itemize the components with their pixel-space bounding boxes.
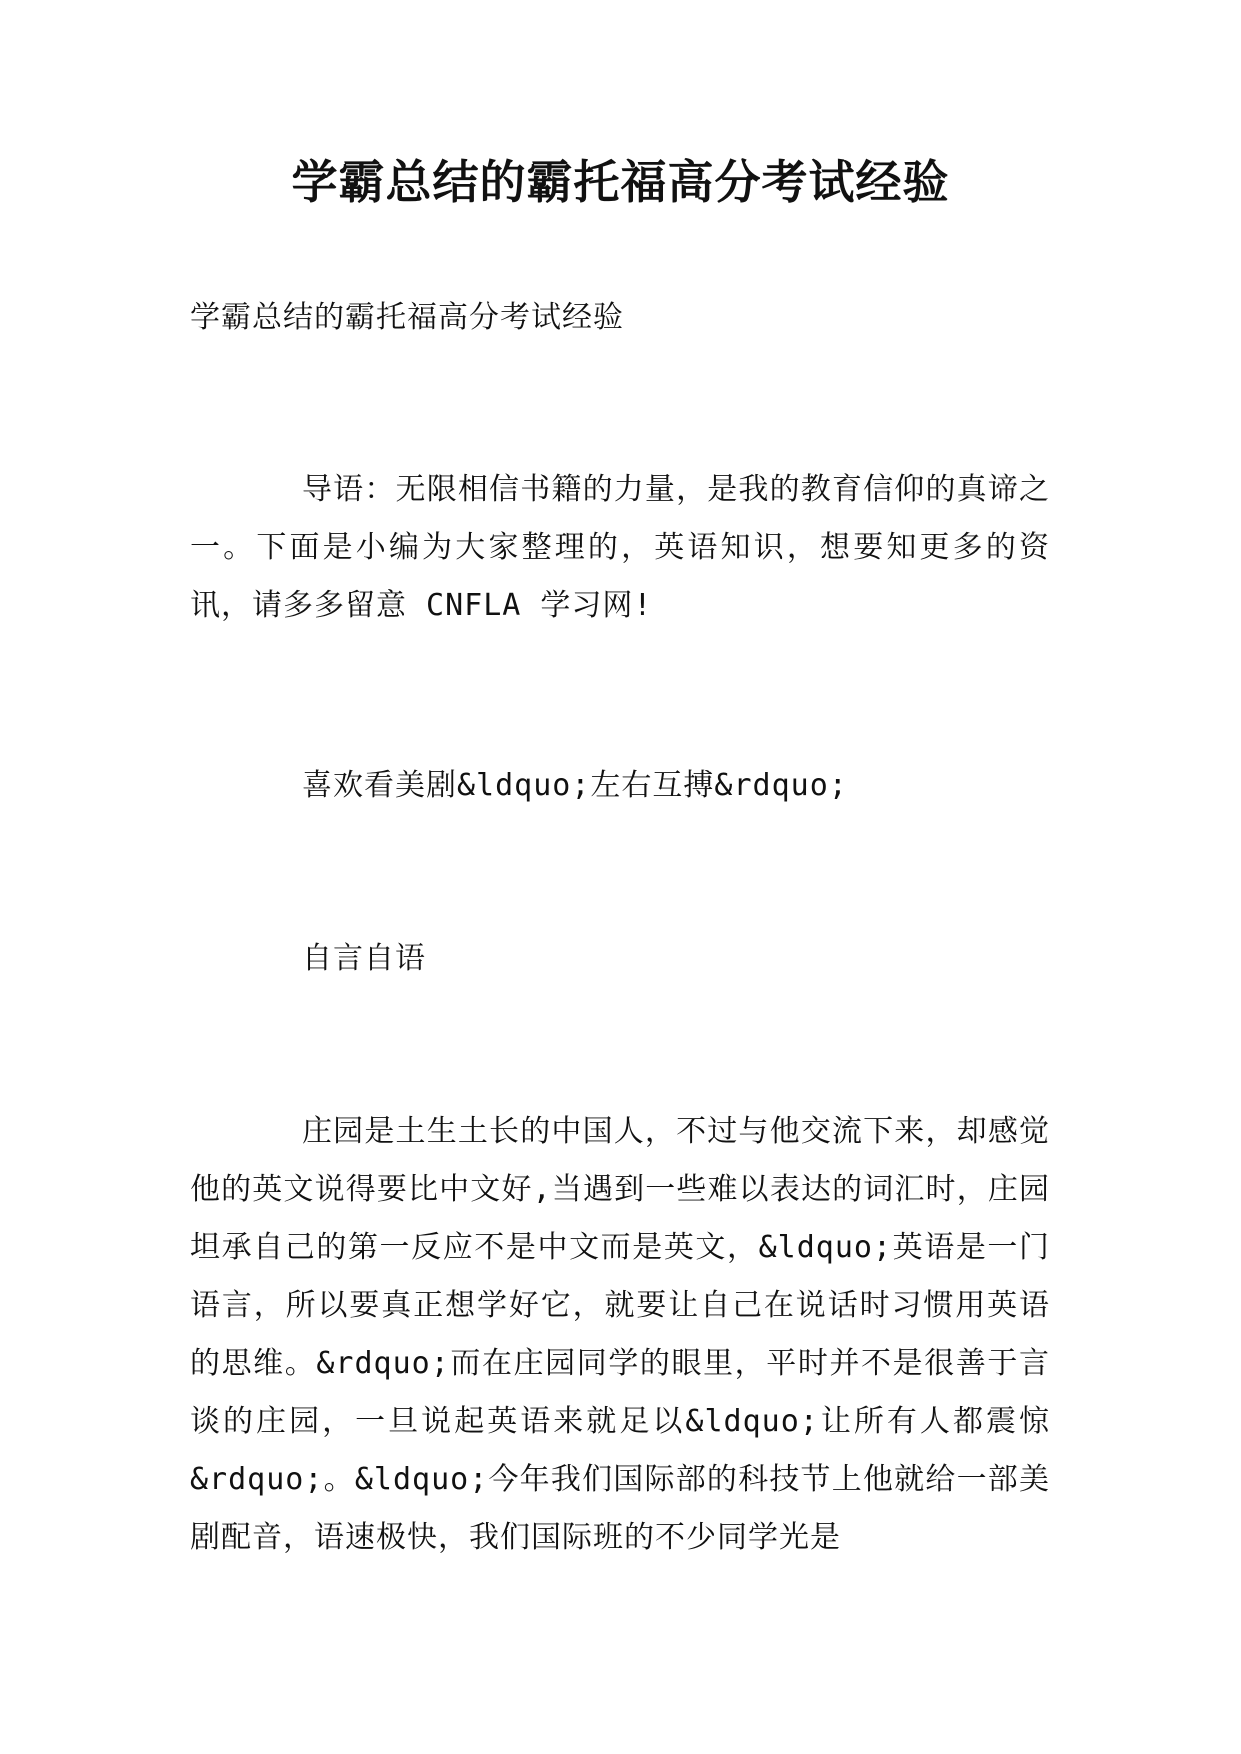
paragraph-section-heading-1: 喜欢看美剧&ldquo;左右互搏&rdquo;: [302, 768, 848, 803]
document-subtitle: 学霸总结的霸托福高分考试经验: [190, 300, 624, 335]
paragraph-section-heading-2: 自言自语: [302, 941, 426, 976]
paragraph-intro: 导语：无限相信书籍的力量，是我的教育信仰的真谛之一。下面是小编为大家整理的，英语知识，想要知更多的资讯，请多多留意 CNFLA 学习网!: [190, 472, 1050, 623]
document-title: 学霸总结的霸托福高分考试经验: [291, 155, 950, 209]
paragraph-body: 庄园是土生土长的中国人，不过与他交流下来，却感觉他的英文说得要比中文好,当遇到一些难以表达的词汇时，庄园坦承自己的第一反应不是中文而是英文，&ldquo;英语是一门语言，所以要真正想学好它，就要让自己在说话时习惯用英语的思维。&rdquo;而在庄园同学的眼里，平时并不是很善于言谈的庄园，一旦说起英语来就足以&ldquo;让所有人都震惊&rdquo;。&ldquo;今年我们国际部的科技节上他就给一部美剧配音，语速极快，我们国际班的不少同学光是: [190, 1114, 1050, 1555]
